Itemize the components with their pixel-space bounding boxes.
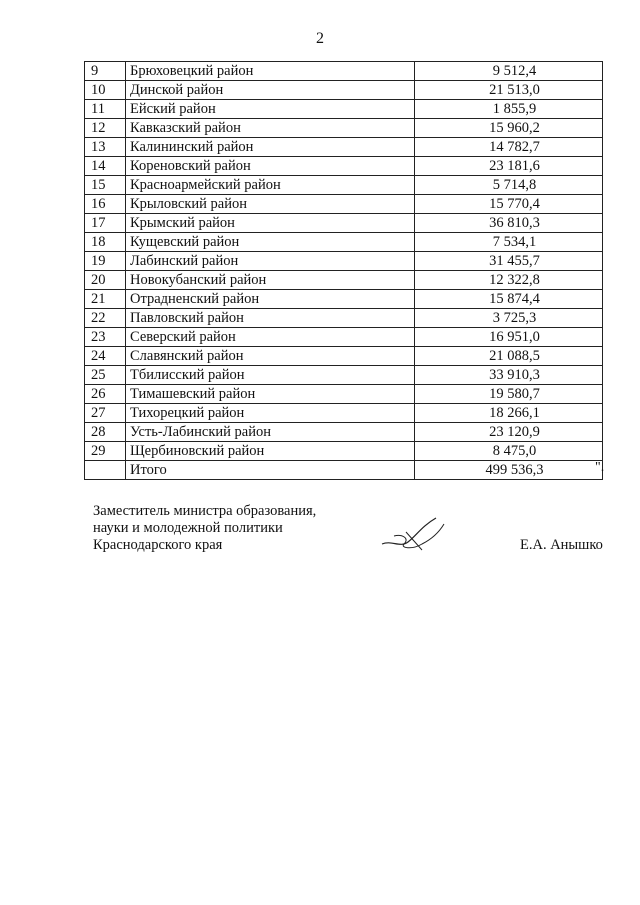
table-row <box>85 423 603 442</box>
district-name: Северский район <box>126 328 415 347</box>
allocation-value: 7 534,1 <box>415 233 603 252</box>
table-row <box>85 347 603 366</box>
district-name: Тимашевский район <box>126 385 415 404</box>
district-allocation-table <box>84 61 603 480</box>
table-row <box>85 214 603 233</box>
closing-quote: ". <box>595 460 605 475</box>
row-number: 11 <box>85 100 126 119</box>
row-number: 12 <box>85 119 126 138</box>
signer-position-line: науки и молодежной политики <box>93 520 283 536</box>
allocation-value: 16 951,0 <box>415 328 603 347</box>
district-name: Динской район <box>126 81 415 100</box>
allocation-value: 8 475,0 <box>415 442 603 461</box>
row-number: 16 <box>85 195 126 214</box>
table-row <box>85 176 603 195</box>
table-total-row <box>85 461 603 480</box>
allocation-value: 14 782,7 <box>415 138 603 157</box>
district-name: Брюховецкий район <box>126 62 415 81</box>
signer-position-line: Заместитель министра образования, <box>93 503 317 519</box>
total-district-name: Итого <box>126 461 415 480</box>
table-row <box>85 100 603 119</box>
table-row <box>85 290 603 309</box>
table-row <box>85 309 603 328</box>
allocation-value: 3 725,3 <box>415 309 603 328</box>
district-name: Щербиновский район <box>126 442 415 461</box>
allocation-value: 31 455,7 <box>415 252 603 271</box>
signer-position-line: Краснодарского края <box>93 537 223 553</box>
row-number: 26 <box>85 385 126 404</box>
allocation-value: 15 874,4 <box>415 290 603 309</box>
row-number: 14 <box>85 157 126 176</box>
allocation-value: 23 181,6 <box>415 157 603 176</box>
table-row <box>85 328 603 347</box>
allocation-value: 9 512,4 <box>415 62 603 81</box>
district-name: Калининский район <box>126 138 415 157</box>
district-name: Павловский район <box>126 309 415 328</box>
district-name: Красноармейский район <box>126 176 415 195</box>
allocation-value: 21 088,5 <box>415 347 603 366</box>
allocation-value: 12 322,8 <box>415 271 603 290</box>
table-row <box>85 119 603 138</box>
district-name: Отрадненский район <box>126 290 415 309</box>
allocation-value: 15 960,2 <box>415 119 603 138</box>
signer-position <box>93 503 316 554</box>
total-row-number <box>85 461 126 480</box>
table-row <box>85 442 603 461</box>
row-number: 23 <box>85 328 126 347</box>
district-name: Кущевский район <box>126 233 415 252</box>
signer-name: Е.А. Анышко <box>520 537 603 553</box>
row-number: 19 <box>85 252 126 271</box>
table-row <box>85 271 603 290</box>
row-number: 13 <box>85 138 126 157</box>
row-number: 24 <box>85 347 126 366</box>
row-number: 28 <box>85 423 126 442</box>
total-allocation-value: 499 536,3 <box>415 461 603 480</box>
table-row <box>85 195 603 214</box>
table-row <box>85 138 603 157</box>
allocation-value: 1 855,9 <box>415 100 603 119</box>
allocation-value: 19 580,7 <box>415 385 603 404</box>
handwritten-signature <box>378 514 448 559</box>
row-number: 10 <box>85 81 126 100</box>
district-name: Славянский район <box>126 347 415 366</box>
table-row <box>85 62 603 81</box>
district-name: Тихорецкий район <box>126 404 415 423</box>
row-number: 29 <box>85 442 126 461</box>
district-name: Крымский район <box>126 214 415 233</box>
district-name: Тбилисский район <box>126 366 415 385</box>
district-name: Кавказский район <box>126 119 415 138</box>
district-name: Кореновский район <box>126 157 415 176</box>
district-name: Ейский район <box>126 100 415 119</box>
table-body <box>85 62 603 480</box>
allocation-value: 23 120,9 <box>415 423 603 442</box>
table-row <box>85 404 603 423</box>
table-row <box>85 366 603 385</box>
allocation-value: 36 810,3 <box>415 214 603 233</box>
allocation-value: 15 770,4 <box>415 195 603 214</box>
table-row <box>85 81 603 100</box>
page-number: 2 <box>316 30 324 47</box>
district-name: Лабинский район <box>126 252 415 271</box>
allocation-value: 18 266,1 <box>415 404 603 423</box>
row-number: 21 <box>85 290 126 309</box>
table-row <box>85 233 603 252</box>
row-number: 25 <box>85 366 126 385</box>
district-name: Усть-Лабинский район <box>126 423 415 442</box>
table-row <box>85 385 603 404</box>
row-number: 22 <box>85 309 126 328</box>
row-number: 9 <box>85 62 126 81</box>
allocation-value: 21 513,0 <box>415 81 603 100</box>
row-number: 17 <box>85 214 126 233</box>
row-number: 27 <box>85 404 126 423</box>
district-name: Новокубанский район <box>126 271 415 290</box>
district-name: Крыловский район <box>126 195 415 214</box>
table-row <box>85 157 603 176</box>
allocation-value: 5 714,8 <box>415 176 603 195</box>
row-number: 18 <box>85 233 126 252</box>
row-number: 15 <box>85 176 126 195</box>
row-number: 20 <box>85 271 126 290</box>
table-row <box>85 252 603 271</box>
allocation-value: 33 910,3 <box>415 366 603 385</box>
